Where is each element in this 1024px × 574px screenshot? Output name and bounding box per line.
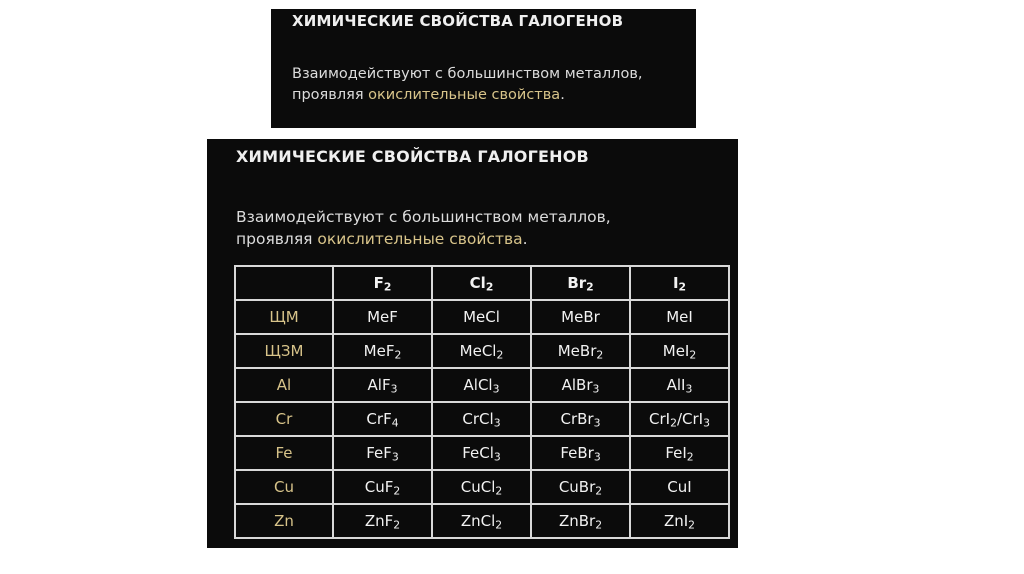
metal-cell: Al [235, 368, 333, 402]
compound-cell: MeCl [432, 300, 531, 334]
table-header-cell: $I_2$ [630, 266, 729, 300]
table-header-cell: $Br_2$ [531, 266, 630, 300]
compound-cell: FeCl$_3$ [432, 436, 531, 470]
compound-cell: FeI$_2$ [630, 436, 729, 470]
compound-cell: MeI$_2$ [630, 334, 729, 368]
preview-text-accent: окислительные свойства [368, 87, 561, 104]
table-header-cell: $Cl_2$ [432, 266, 531, 300]
table-row [235, 436, 729, 470]
compound-cell: ZnCl$_2$ [432, 504, 531, 538]
table-row [235, 504, 729, 538]
main-slide-text [236, 206, 611, 251]
compound-cell: CuBr$_2$ [531, 470, 630, 504]
compound-cell: MeF$_2$ [333, 334, 432, 368]
main-slide [207, 139, 738, 548]
compound-cell: MeBr$_2$ [531, 334, 630, 368]
metal-cell: Cu [235, 470, 333, 504]
compound-cell: CrCl$_3$ [432, 402, 531, 436]
main-text-prefix: проявляя [236, 230, 318, 249]
table-row [235, 402, 729, 436]
compound-cell: ZnF$_2$ [333, 504, 432, 538]
metal-cell: Zn [235, 504, 333, 538]
main-text-suffix: . [522, 230, 528, 249]
compound-cell: CrF$_4$ [333, 402, 432, 436]
table-row [235, 368, 729, 402]
table-row [235, 470, 729, 504]
compound-cell: MeI [630, 300, 729, 334]
table-header-cell: $F_2$ [333, 266, 432, 300]
compound-cell: CrI$_2$/CrI$_3$ [630, 402, 729, 436]
preview-text-suffix: . [560, 87, 565, 104]
preview-text-line-2 [292, 85, 642, 106]
compound-cell: AlCl$_3$ [432, 368, 531, 402]
metal-cell: Fe [235, 436, 333, 470]
compound-cell: AlI$_3$ [630, 368, 729, 402]
table-row [235, 300, 729, 334]
preview-text-prefix: проявляя [292, 87, 369, 104]
preview-slide-text [292, 64, 642, 106]
compound-cell: MeCl$_2$ [432, 334, 531, 368]
compound-cell: CrBr$_3$ [531, 402, 630, 436]
compound-cell: ZnI$_2$ [630, 504, 729, 538]
metal-cell: Cr [235, 402, 333, 436]
compound-cell: AlBr$_3$ [531, 368, 630, 402]
compound-cell: ZnBr$_2$ [531, 504, 630, 538]
compound-cell: FeF$_3$ [333, 436, 432, 470]
table-corner-cell [235, 266, 333, 300]
compound-cell: MeBr [531, 300, 630, 334]
preview-slide-title: ХИМИЧЕСКИЕ СВОЙСТВА ГАЛОГЕНОВ [292, 12, 624, 30]
compound-cell: CuI [630, 470, 729, 504]
preview-slide [271, 9, 696, 128]
main-text-accent: окислительные свойства [317, 230, 523, 249]
preview-text-line-1: Взаимодействуют с большинством металлов, [292, 66, 643, 82]
metal-cell: ЩМ [235, 300, 333, 334]
compound-cell: CuCl$_2$ [432, 470, 531, 504]
table-row [235, 334, 729, 368]
main-slide-title: ХИМИЧЕСКИЕ СВОЙСТВА ГАЛОГЕНОВ [236, 147, 589, 166]
compound-cell: FeBr$_3$ [531, 436, 630, 470]
main-text-line-2 [236, 228, 611, 250]
compound-cell: CuF$_2$ [333, 470, 432, 504]
main-text-line-1: Взаимодействуют с большинством металлов, [236, 208, 611, 226]
table-header-row [235, 266, 729, 300]
halogen-reaction-table [234, 265, 730, 539]
metal-cell: ЩЗМ [235, 334, 333, 368]
compound-cell: AlF$_3$ [333, 368, 432, 402]
compound-cell: MeF [333, 300, 432, 334]
table-body [235, 300, 729, 538]
